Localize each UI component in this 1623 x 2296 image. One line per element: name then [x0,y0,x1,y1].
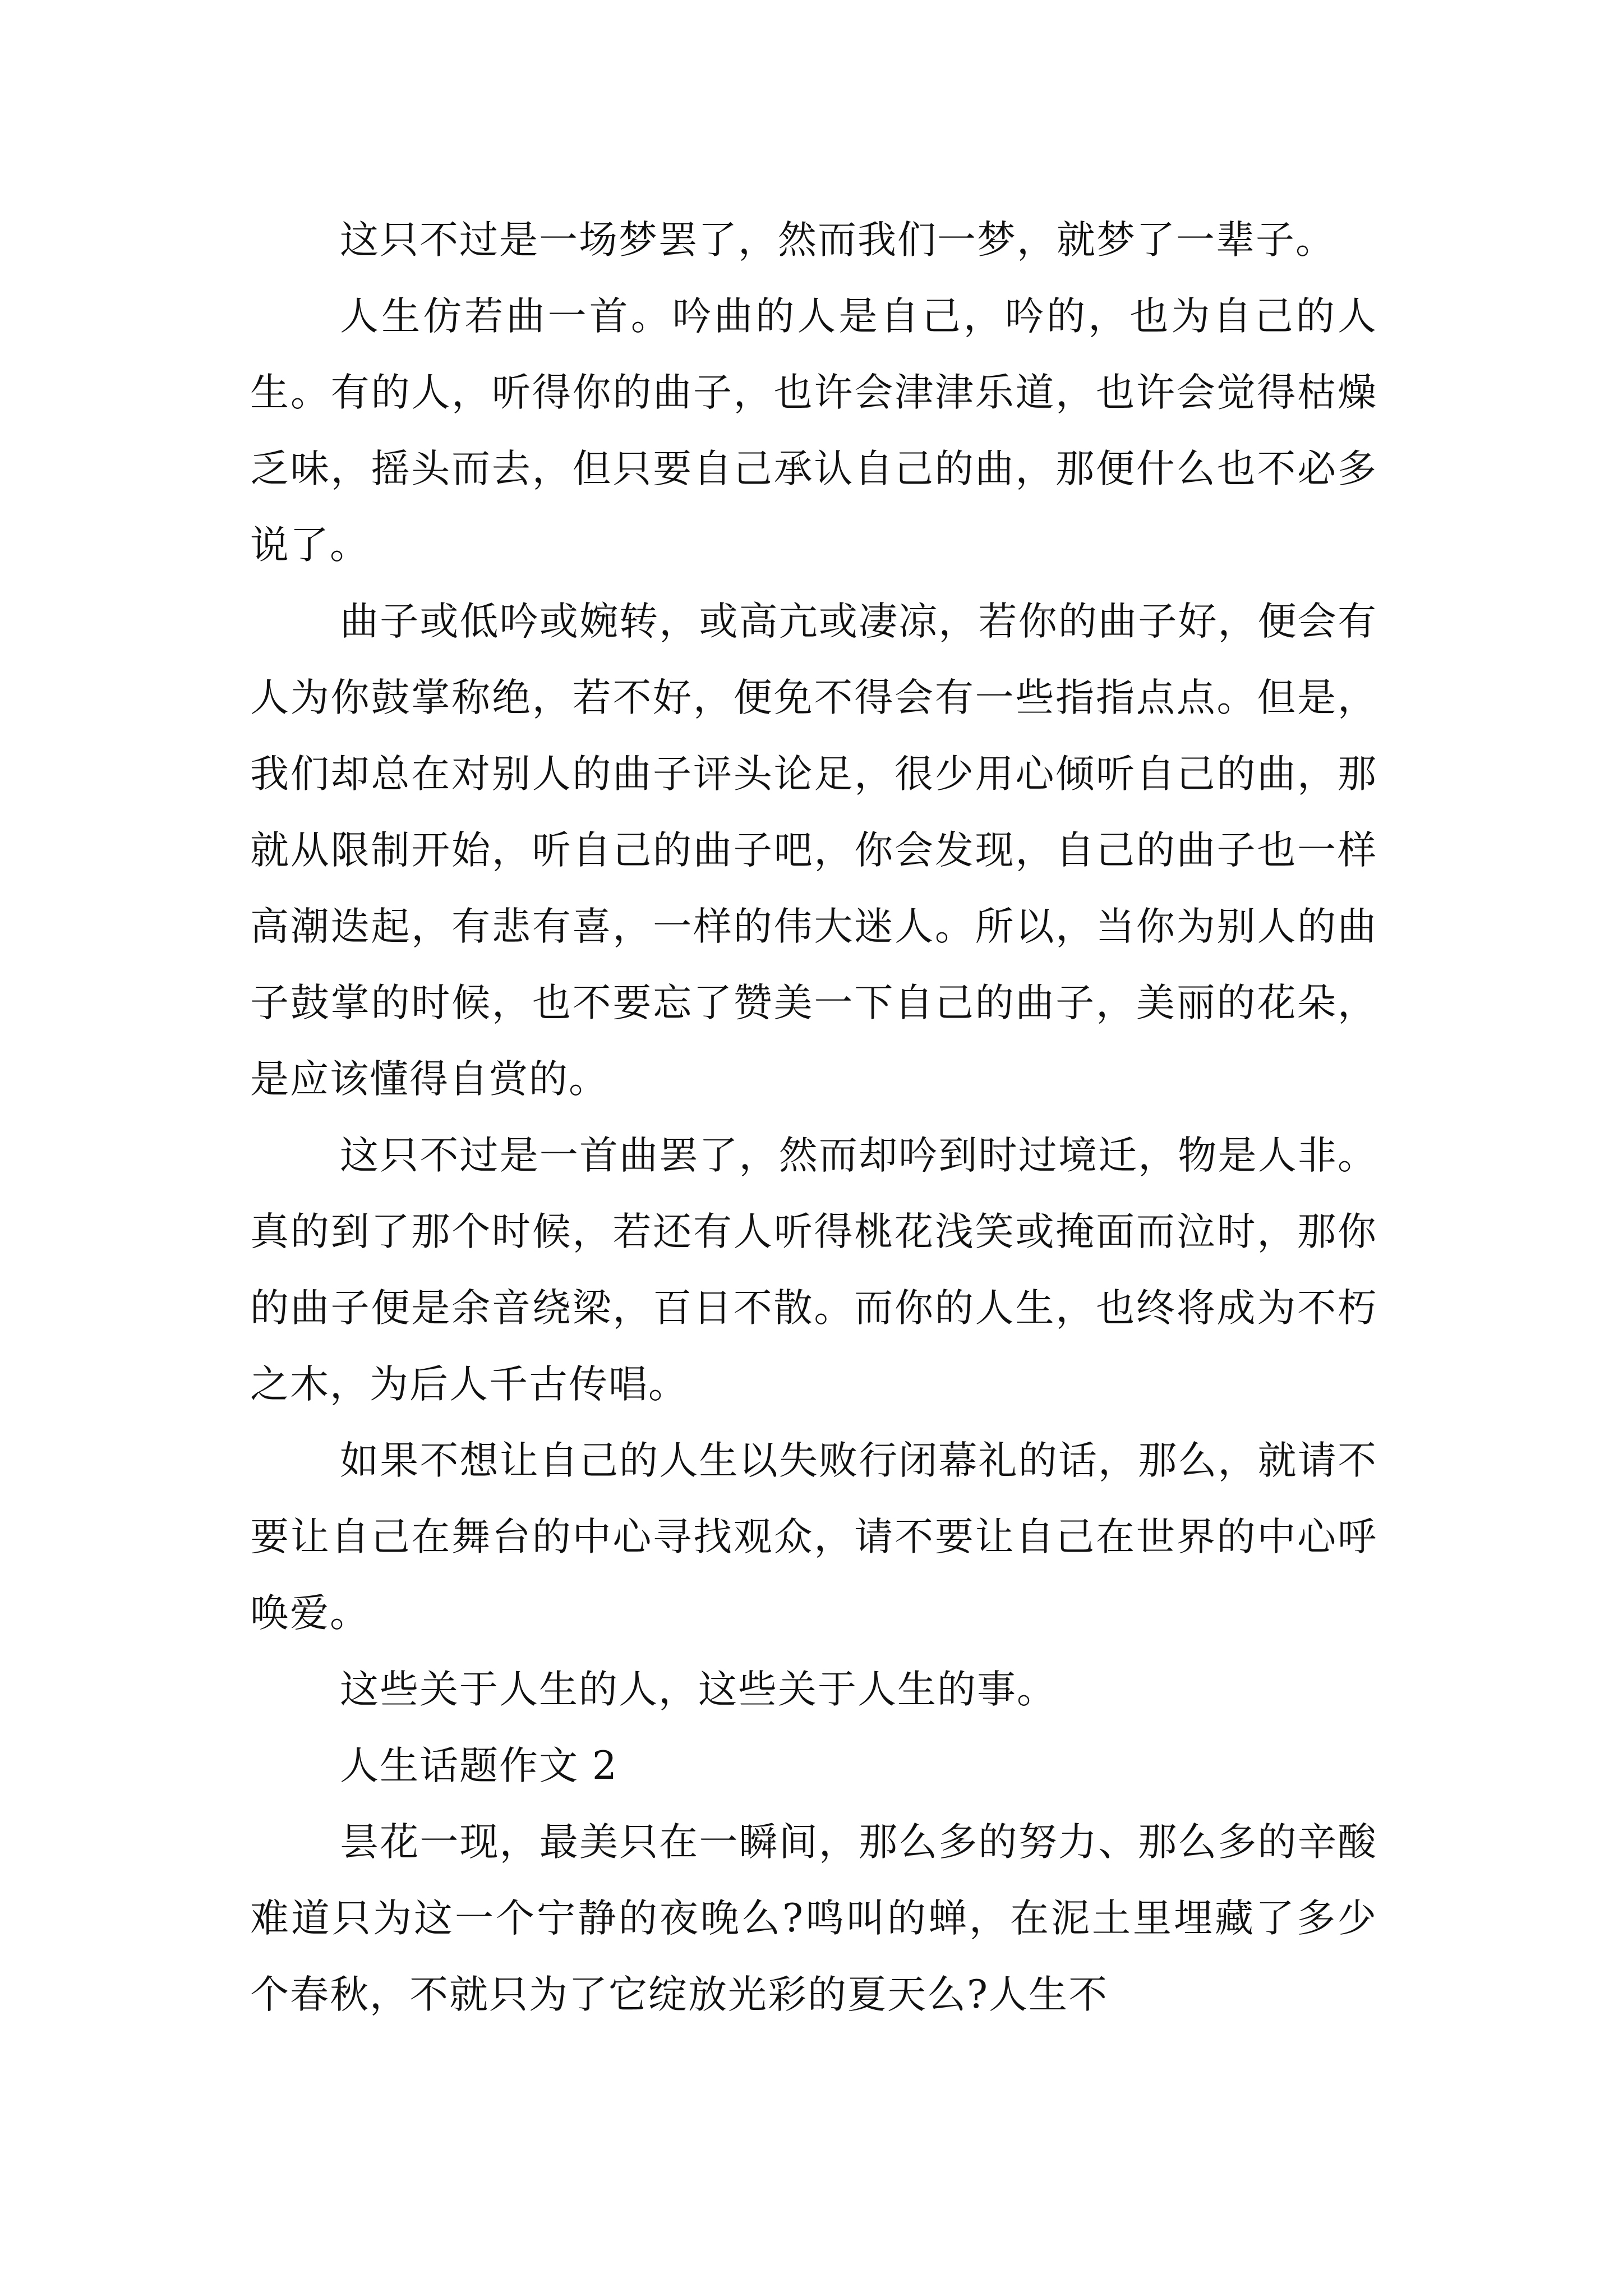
paragraph-2: 人生仿若曲一首。吟曲的人是自己，吟的，也为自己的人生。有的人，听得你的曲子，也许会津津乐道，也许会觉得枯燥乏味，摇头而去，但只要自己承认自己的曲，那便什么也不必多说了。 [250,294,1377,568]
paragraph-6: 这些关于人生的人，这些关于人生的事。 [340,1667,1057,1712]
paragraph-1: 这只不过是一场梦罢了，然而我们一梦，就梦了一辈子。 [340,218,1335,263]
paragraph-4: 这只不过是一首曲罢了，然而却吟到时过境迁，物是人非。真的到了那个时候，若还有人听得桃花浅笑或掩面而泣时，那你的曲子便是余音绕梁，百日不散。而你的人生，也终将成为不朽之木，为后人千古传唱。 [250,1133,1377,1407]
paragraph-3: 曲子或低吟或婉转，或高亢或凄凉，若你的曲子好，便会有人为你鼓掌称绝，若不好，便免不得会有一些指指点点。但是，我们却总在对别人的曲子评头论足，很少用心倾听自己的曲，那就从限制开始，听自己的曲子吧，你会发现，自己的曲子也一样高潮迭起，有悲有喜，一样的伟大迷人。所以，当你为别人的曲子鼓掌的时候，也不要忘了赞美一下自己的曲子，美丽的花朵，是应该懂得自赏的。 [250,599,1377,1102]
document-body [250,202,1377,2033]
paragraph-7: 昙花一现，最美只在一瞬间，那么多的努力、那么多的辛酸难道只为这一个宁静的夜晚么?鸣叫的蝉，在泥土里埋藏了多少个春秋，不就只为了它绽放光彩的夏天么?人生不 [250,1820,1377,2017]
paragraph-5: 如果不想让自己的人生以失败行闭幕礼的话，那么，就请不要让自己在舞台的中心寻找观众，请不要让自己在世界的中心呼唤爱。 [250,1438,1377,1636]
section-heading: 人生话题作文 2 [340,1743,618,1788]
